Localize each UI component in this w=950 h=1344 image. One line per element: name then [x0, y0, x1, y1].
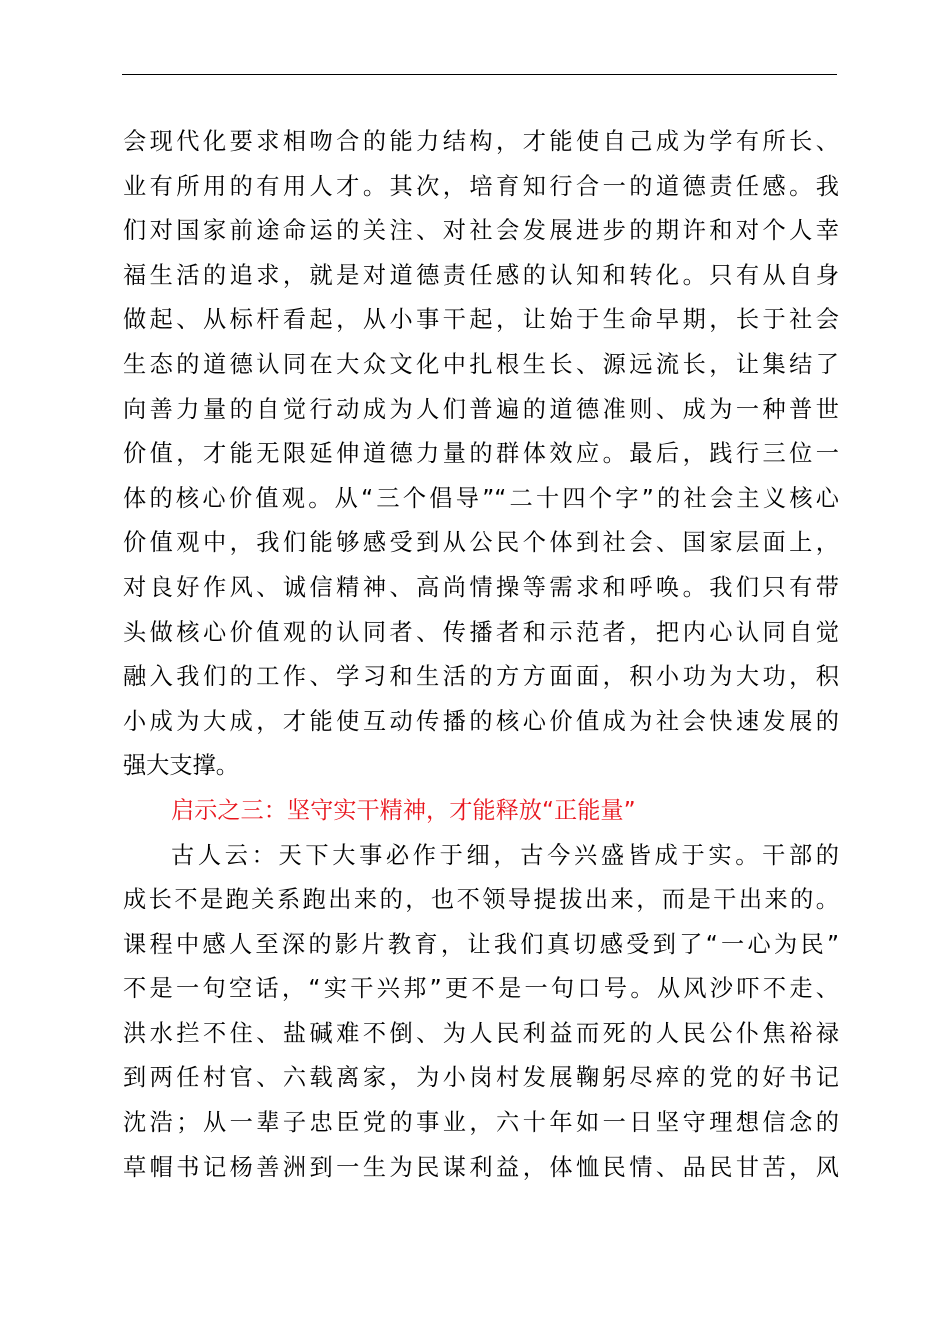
text-line: 强大支撑。 [123, 752, 239, 780]
text-line: 福生活的追求，就是对道德责任感的认知和转化。只有从自身 [123, 261, 839, 289]
text-line: 洪水拦不住、盐碱难不倒、为人民利益而死的人民公仆焦裕禄 [123, 1019, 839, 1047]
text-line: 向善力量的自觉行动成为人们普遍的道德准则、成为一种普世 [123, 395, 839, 423]
text-line: 体的核心价值观。从“三个倡导”“二十四个字”的社会主义核心 [123, 484, 839, 512]
body-text [123, 120, 839, 1190]
section-heading: 启示之三：坚守实干精神，才能释放“正能量” [171, 796, 636, 824]
text-line: 草帽书记杨善洲到一生为民谋利益，体恤民情、品民甘苦，风 [123, 1153, 839, 1181]
text-line: 做起、从标杆看起，从小事干起，让始于生命早期，长于社会 [123, 306, 839, 334]
text-line: 价值，才能无限延伸道德力量的群体效应。最后，践行三位一 [123, 440, 839, 468]
text-line: 古人云：天下大事必作于细，古今兴盛皆成于实。干部的 [171, 841, 839, 869]
text-line: 价值观中，我们能够感受到从公民个体到社会、国家层面上， [123, 529, 839, 557]
text-line: 不是一句空话，“实干兴邦”更不是一句口号。从风沙吓不走、 [123, 975, 839, 1003]
text-line: 生态的道德认同在大众文化中扎根生长、源远流长，让集结了 [123, 350, 839, 378]
text-line: 沈浩；从一辈子忠臣党的事业，六十年如一日坚守理想信念的 [123, 1109, 839, 1137]
text-line: 会现代化要求相吻合的能力结构，才能使自己成为学有所长、 [123, 128, 839, 155]
header-rule [122, 74, 837, 75]
text-line: 头做核心价值观的认同者、传播者和示范者，把内心认同自觉 [123, 618, 839, 646]
text-line: 融入我们的工作、学习和生活的方方面面，积小功为大功，积 [123, 663, 839, 691]
text-line: 对良好作风、诚信精神、高尚情操等需求和呼唤。我们只有带 [123, 573, 839, 601]
text-line: 到两任村官、六载离家，为小岗村发展鞠躬尽瘁的党的好书记 [123, 1064, 839, 1092]
paragraph-1 [123, 120, 839, 789]
text-line: 小成为大成，才能使互动传播的核心价值成为社会快速发展的 [123, 707, 839, 735]
text-line: 课程中感人至深的影片教育，让我们真切感受到了“一心为民” [123, 930, 839, 958]
paragraph-2 [123, 834, 839, 1191]
text-line: 成长不是跑关系跑出来的，也不领导提拔出来，而是干出来的。 [123, 886, 839, 914]
text-line: 业有所用的有用人才。其次，培育知行合一的道德责任感。我 [123, 172, 839, 200]
text-line: 们对国家前途命运的关注、对社会发展进步的期许和对个人幸 [123, 217, 839, 245]
